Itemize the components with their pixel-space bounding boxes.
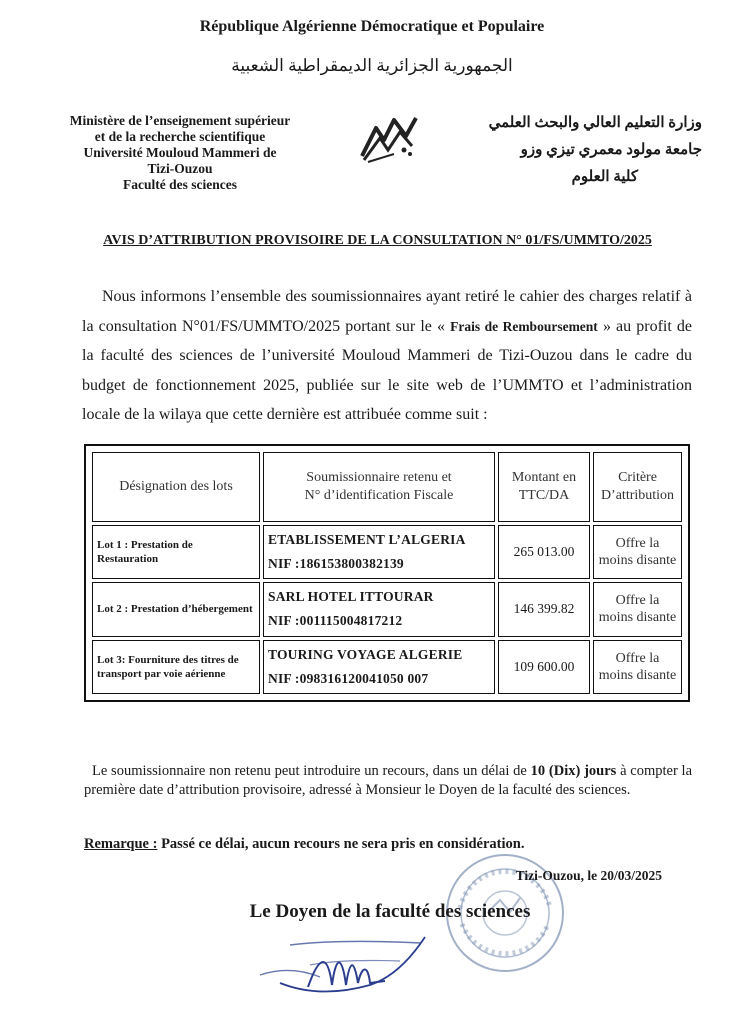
criterion-cell: Offre la moins disante — [593, 640, 682, 694]
appeal-text: Le soumissionnaire non retenu peut introduire un recours, dans un délai de — [92, 763, 527, 779]
ministry-line: Ministère de l’enseignement supérieur — [69, 113, 291, 128]
supplier-cell: SARL HOTEL ITTOURAR NIF :001115004817212 — [263, 582, 495, 636]
header-criterion: Critère D’attribution — [593, 452, 682, 522]
lot-cell: Lot 2 : Prestation d’hébergement — [92, 582, 260, 636]
header-amount: Montant en TTC/DA — [498, 452, 590, 522]
ministry-block-fr — [40, 113, 320, 193]
table-row — [92, 525, 682, 579]
consultation-object: Frais de Remboursement — [450, 318, 598, 334]
header-lots: Désignation des lots — [92, 452, 260, 522]
intro-text: Nous informons l’ensemble des soumissionnaires ayant retiré le cahier des charges relatif à la consultation N°01/FS/UMMTO/2025 portant sur le « — [82, 288, 692, 335]
table-header-row — [92, 452, 682, 522]
ministry-line-ar: وزارة التعليم العالي والبحث العلمي — [488, 115, 702, 131]
city-line: Tizi-Ouzou — [147, 161, 213, 176]
university-logo-icon — [354, 110, 424, 166]
amount-cell: 265 013.00 — [498, 525, 590, 579]
remark-label: Remarque : — [84, 836, 158, 852]
amount-cell: 109 600.00 — [498, 640, 590, 694]
place-date: Tizi-Ouzou, le 20/03/2025 — [515, 868, 662, 883]
table-row — [92, 640, 682, 694]
lot-cell: Lot 3: Fourniture des titres de transport par voie aérienne — [92, 640, 260, 694]
notice-title: AVIS D’ATTRIBUTION PROVISOIRE DE LA CONSULTATION N° 01/FS/UMMTO/2025 — [103, 233, 652, 248]
appeal-paragraph — [84, 762, 692, 799]
faculty-line-ar: كلية العلوم — [571, 169, 638, 185]
table-row — [92, 582, 682, 636]
republic-title-fr: République Algérienne Démocratique et Populaire — [199, 18, 545, 35]
criterion-cell: Offre la moins disante — [593, 525, 682, 579]
university-line: Université Mouloud Mammeri de — [83, 145, 277, 160]
signatory-title: Le Doyen de la faculté des sciences — [249, 901, 531, 922]
university-line-ar: جامعة مولود معمري تيزي وزو — [520, 142, 702, 158]
intro-text: » au profit de la faculté des sciences de l’université Mouloud Mammeri de Tizi-Ouzou dans le cadre du budget de fonctionnement 2025, publiée sur le site web de l’UMMTO et l’administration locale de la wilaya que cette dernière est attribuée comme suit : — [82, 317, 693, 423]
intro-paragraph — [82, 282, 692, 430]
faculty-line: Faculté des sciences — [123, 177, 237, 192]
ministry-block-ar — [470, 110, 702, 191]
remark-text: Passé ce délai, aucun recours ne sera pris en considération. — [161, 836, 525, 852]
appeal-text: à compter la première date d’attribution provisoire, adressé à Monsieur le Doyen de la faculté des sciences. — [84, 763, 693, 798]
criterion-cell: Offre la moins disante — [593, 582, 682, 636]
remark — [84, 836, 692, 853]
supplier-cell: TOURING VOYAGE ALGERIE NIF :098316120041050 007 — [263, 640, 495, 694]
ministry-line: et de la recherche scientifique — [94, 129, 266, 144]
signature-icon — [250, 925, 440, 1005]
attribution-table — [84, 444, 690, 702]
lot-cell: Lot 1 : Prestation de Restauration — [92, 525, 260, 579]
appeal-delay: 10 (Dix) jours — [530, 763, 617, 779]
header-supplier: Soumissionnaire retenu et N° d’identification Fiscale — [263, 452, 495, 522]
supplier-cell: ETABLISSEMENT L’ALGERIA NIF :186153800382139 — [263, 525, 495, 579]
republic-title-ar: الجمهورية الجزائرية الديمقراطية الشعبية — [231, 56, 513, 75]
amount-cell: 146 399.82 — [498, 582, 590, 636]
